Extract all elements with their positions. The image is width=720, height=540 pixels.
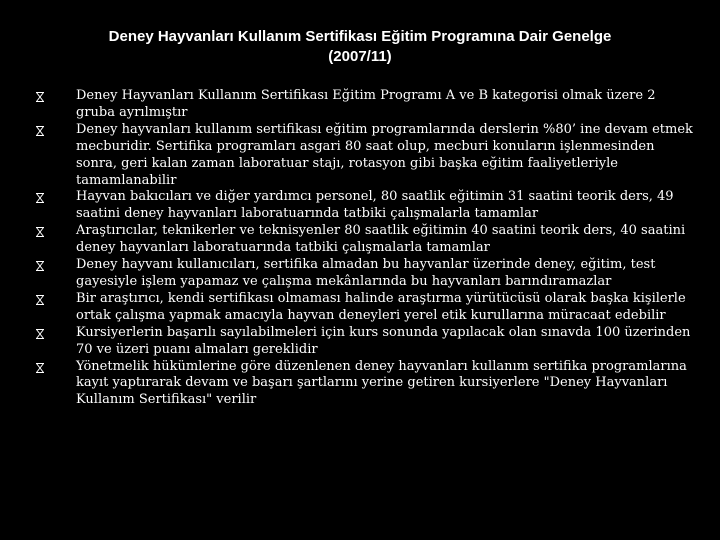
hourglass-bullet-icon — [34, 192, 46, 204]
bullet-text: Bir araştırıcı, kendi sertifikası olmaması halinde araştırma yürütücüsü olarak başka kişilerle ortak çalışma yapmak amacıyla hayvan deneyleri yerel etik kurullarına müracaat edebilir — [76, 290, 686, 323]
bullet-item — [34, 189, 698, 223]
slide-title — [40, 27, 680, 67]
bullet-item — [34, 88, 698, 122]
hourglass-bullet-icon — [34, 294, 46, 306]
hourglass-bullet-icon — [34, 362, 46, 374]
bullet-item — [34, 257, 698, 291]
bullet-item — [34, 325, 698, 359]
bullet-text: Kursiyerlerin başarılı sayılabilmeleri için kurs sonunda yapılacak olan sınavda 100 üzerinden 70 ve üzeri puanı almaları gereklidir — [76, 324, 691, 357]
bullet-item — [34, 359, 698, 410]
bullet-item — [34, 291, 698, 325]
bullet-text: Araştırıcılar, teknikerler ve teknisyenler 80 saatlik eğitimin 40 saatini teorik ders, 40 saatini deney hayvanları laboratuarında tatbiki çalışmalarla tamamlar — [76, 223, 686, 256]
bullet-item — [34, 122, 698, 190]
bullet-item — [34, 223, 698, 257]
bullet-text: Deney Hayvanları Kullanım Sertifikası Eğitim Programı A ve B kategorisi olmak üzere 2 gruba ayrılmıştır — [76, 88, 656, 120]
bullet-text: Yönetmelik hükümlerine göre düzenlenen deney hayvanları kullanım sertifika programlarına kayıt yaptırarak devam ve başarı şartlarını yerine getiren kursiyerlere "Deney Hayvanları Kullanım Sertifikası" verilir — [76, 358, 687, 408]
bullet-text: Deney hayvanları kullanım sertifikası eğitim programlarında derslerin %80’ ine devam etmek mecburidir. Sertifika programları asgari 80 saat olup, mecburi konuların işlenmesinden sonra, geri kalan zaman laboratuar stajı, rotasyon gibi başka eğitim faaliyetleriyle tamamlanabilir — [76, 121, 693, 188]
hourglass-bullet-icon — [34, 260, 46, 272]
hourglass-bullet-icon — [34, 91, 46, 103]
bullet-list — [34, 88, 698, 409]
bullet-text: Hayvan bakıcıları ve diğer yardımcı personel, 80 saatlik eğitimin 31 saatini teorik ders, 49 saatini deney hayvanları laboratuarında tatbiki çalışmalarla tamamlar — [76, 189, 674, 222]
hourglass-bullet-icon — [34, 125, 46, 137]
slide-title-line-1: Deney Hayvanları Kullanım Sertifikası Eğitim Programına Dair Genelge — [108, 28, 612, 45]
hourglass-bullet-icon — [34, 328, 46, 340]
bullet-text: Deney hayvanı kullanıcıları, sertifika almadan bu hayvanlar üzerinde deney, eğitim, test gayesiyle işlem yapamaz ve çalışma mekânlarında bu hayvanları barındıramazlar — [76, 257, 656, 289]
slide-title-line-2: (2007/11) — [328, 48, 392, 65]
hourglass-bullet-icon — [34, 226, 46, 238]
